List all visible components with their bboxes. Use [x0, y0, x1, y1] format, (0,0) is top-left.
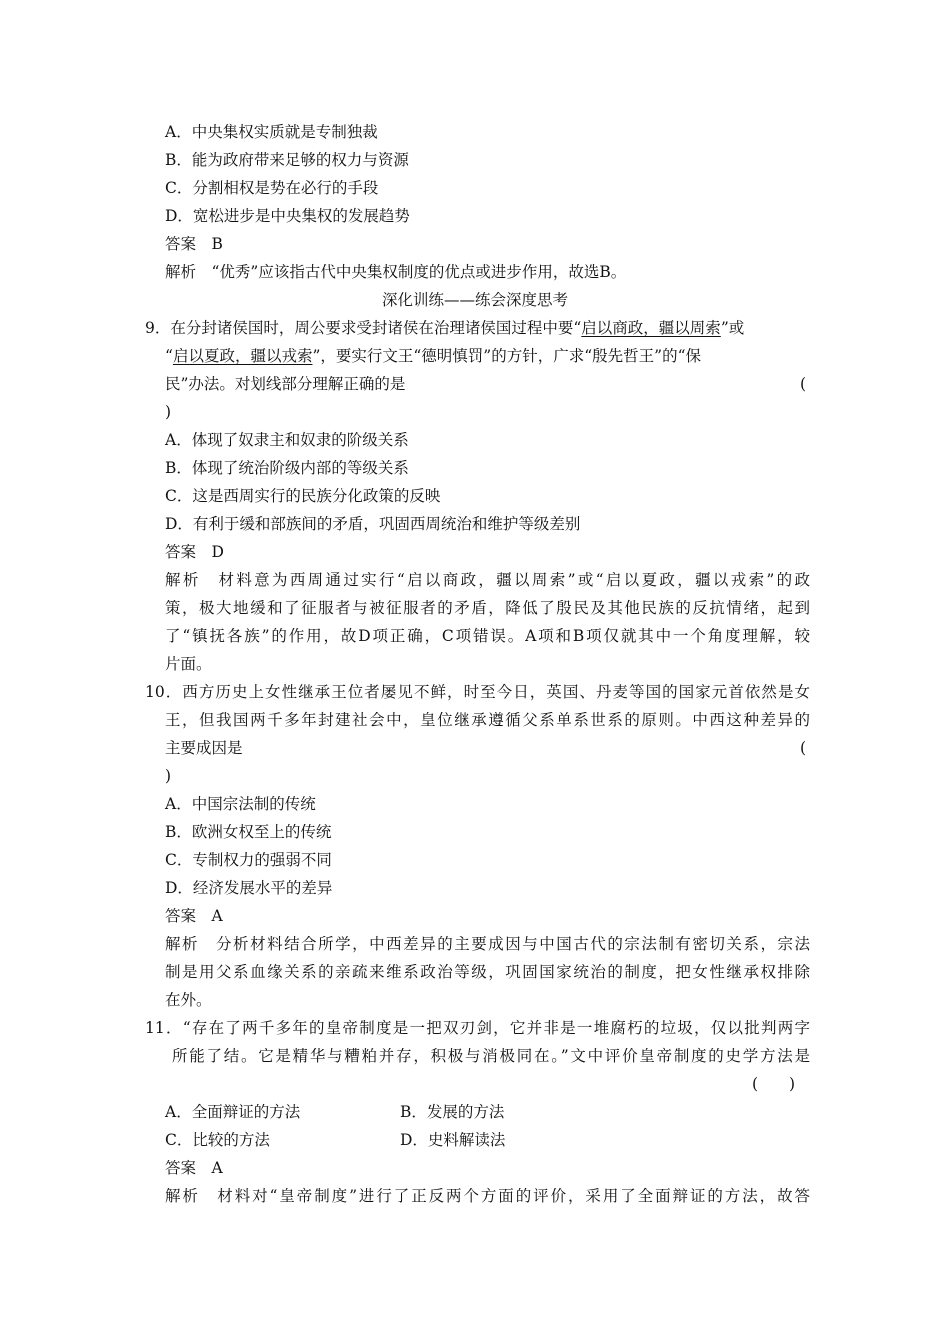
q11-option-a: A．全面辩证的方法: [165, 1103, 301, 1121]
q9-stem-line1: [145, 318, 744, 338]
q11-stem-line: 11．“存在了两千多年的皇帝制度是一把双刃剑，它并非是一堆腐朽的垃圾，仅以批判两字: [145, 1019, 810, 1037]
q11-option-d: D．史料解读法: [400, 1131, 506, 1149]
q11-answer-paren: ( ): [752, 1075, 796, 1093]
q8-answer: 答案 B: [165, 235, 223, 253]
q9-underlined-phrase-1: 启以商政，疆以周索: [581, 319, 721, 337]
q8-option-d: D．宽松进步是中央集权的发展趋势: [165, 207, 410, 225]
q9-option-a: A．体现了奴隶主和奴隶的阶级关系: [165, 431, 409, 449]
q10-stem-line: 10．西方历史上女性继承王位者屡见不鲜，时至今日，英国、丹麦等国的国家元首依然是女: [145, 683, 810, 701]
q9-analysis-line: 策，极大地缓和了征服者与被征服者的矛盾，降低了殷民及其他民族的反抗情绪，起到: [165, 599, 810, 617]
q9-stem-text: “: [165, 347, 173, 365]
q11-answer: 答案 A: [165, 1159, 223, 1177]
q9-stem-line2: [165, 346, 701, 366]
q9-answer-paren-open: (: [800, 375, 807, 393]
q10-answer-paren-open: (: [800, 739, 807, 757]
q10-analysis-line: 制是用父系血缘关系的亲疏来维系政治等级，巩固国家统治的制度，把女性继承权排除: [165, 963, 810, 981]
q11-stem-line: 所能了结。它是精华与糟粕并存，积极与消极同在。”文中评价皇帝制度的史学方法是: [172, 1047, 810, 1065]
q10-stem-line: 王，但我国两千多年封建社会中，皇位继承遵循父系单系世系的原则。中西这种差异的: [165, 711, 810, 729]
q9-answer: 答案 D: [165, 543, 224, 561]
q9-analysis-line: 片面。: [165, 655, 212, 673]
q10-analysis-line: 解析 分析材料结合所学，中西差异的主要成因与中国古代的宗法制有密切关系，宗法: [165, 935, 810, 953]
q9-stem-text: ”，要实行文王“德明慎罚”的方针，广求“殷先哲王”的“保: [312, 347, 701, 365]
q11-analysis-line: 解析 材料对“皇帝制度”进行了正反两个方面的评价，采用了全面辩证的方法，故答: [165, 1187, 810, 1205]
q8-analysis: 解析 “优秀”应该指古代中央集权制度的优点或进步作用，故选B。: [165, 263, 627, 281]
q8-option-b: B．能为政府带来足够的权力与资源: [165, 151, 409, 169]
q10-answer-paren-close: ): [165, 767, 172, 785]
q9-option-c: C．这是西周实行的民族分化政策的反映: [165, 487, 441, 505]
section-title: 深化训练——练会深度思考: [381, 291, 568, 309]
q10-option-c: C．专制权力的强弱不同: [165, 851, 332, 869]
q9-underlined-phrase-2: 启以夏政，疆以戎索: [172, 347, 313, 365]
q10-stem-line: 主要成因是: [165, 739, 243, 757]
q10-option-a: A．中国宗法制的传统: [165, 795, 316, 813]
q9-analysis-line: 了“镇抚各族”的作用，故D项正确，C项错误。A项和B项仅就其中一个角度理解，较: [165, 627, 810, 645]
q9-stem-line3: 民”办法。对划线部分理解正确的是: [165, 375, 406, 393]
q10-option-d: D．经济发展水平的差异: [165, 879, 333, 897]
q9-option-d: D．有利于缓和部族间的矛盾，巩固西周统治和维护等级差别: [165, 515, 581, 533]
q11-option-b: B．发展的方法: [400, 1103, 505, 1121]
q8-option-a: A．中央集权实质就是专制独裁: [165, 123, 378, 141]
q9-stem-text: 9．在分封诸侯国时，周公要求受封诸侯在治理诸侯国过程中要“: [145, 319, 582, 337]
q10-answer: 答案 A: [165, 907, 223, 925]
q9-option-b: B．体现了统治阶级内部的等级关系: [165, 459, 409, 477]
q9-stem-text: ”或: [720, 319, 745, 337]
q9-analysis-line: 解析 材料意为西周通过实行“启以商政，疆以周索”或“启以夏政，疆以戎索”的政: [165, 571, 810, 589]
q10-option-b: B．欧洲女权至上的传统: [165, 823, 332, 841]
q11-option-c: C．比较的方法: [165, 1131, 270, 1149]
q9-answer-paren-close: ): [165, 403, 172, 421]
q8-option-c: C．分割相权是势在必行的手段: [165, 179, 379, 197]
q10-analysis-line: 在外。: [165, 991, 212, 1009]
